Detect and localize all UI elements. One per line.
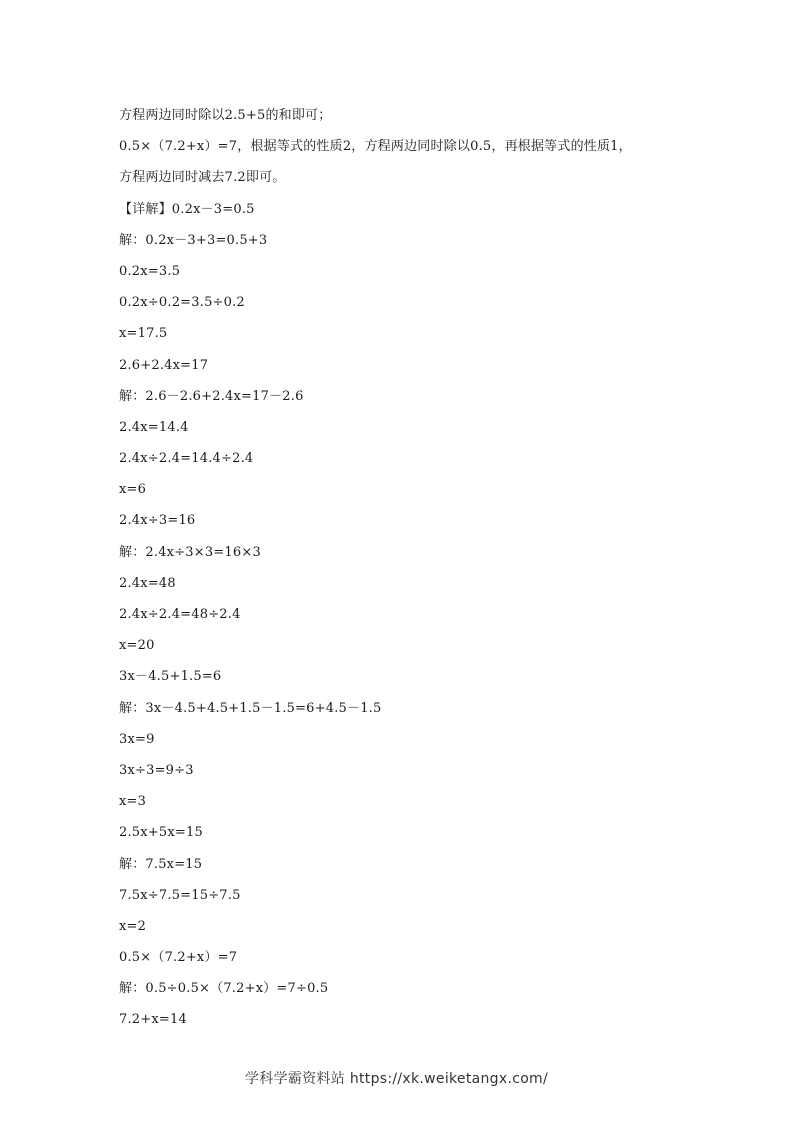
equation-line: 7.2+x=14 <box>119 1012 187 1028</box>
equation-line: 解：0.2x－3+3=0.5+3 <box>119 232 268 248</box>
equation-line: 2.4x÷3=16 <box>119 513 196 529</box>
equation-line: 2.4x÷2.4=48÷2.4 <box>119 607 241 622</box>
text-line: 0.5×（7.2+x）=7，根据等式的性质2，方程两边同时除以0.5，再根据等式的性质1， <box>119 139 632 155</box>
text-line: 方程两边同时减去7.2即可。 <box>119 170 286 186</box>
equation-line: 解：2.6－2.6+2.4x=17－2.6 <box>119 388 304 404</box>
equation-line: 2.6+2.4x=17 <box>119 357 209 373</box>
equation-line: x=17.5 <box>119 326 168 342</box>
equation-line: 解：0.5÷0.5×（7.2+x）=7÷0.5 <box>119 981 329 997</box>
equation-line: x=20 <box>119 638 155 654</box>
equation-line: 解：2.4x÷3×3=16×3 <box>119 544 261 560</box>
equation-line: 2.4x÷2.4=14.4÷2.4 <box>119 451 254 467</box>
equation-line: 2.4x=48 <box>119 575 176 591</box>
detail-heading-line: 【详解】0.2x－3=0.5 <box>119 201 255 217</box>
text-line: 方程两边同时除以2.5+5的和即可； <box>119 108 332 123</box>
equation-line: 解：3x－4.5+4.5+1.5－1.5=6+4.5－1.5 <box>119 700 382 716</box>
equation-line: 7.5x÷7.5=15÷7.5 <box>119 887 241 903</box>
equation-line: 3x－4.5+1.5=6 <box>119 669 222 685</box>
equation-line: x=6 <box>119 482 147 498</box>
equation-line: 0.2x÷0.2=3.5÷0.2 <box>119 295 245 311</box>
equation-line: 2.4x=14.4 <box>119 419 189 435</box>
equation-line: 3x=9 <box>119 731 155 747</box>
equation-line: x=2 <box>119 918 147 934</box>
solution-text <box>119 100 679 1036</box>
equation-line: x=3 <box>119 794 147 810</box>
equation-line: 2.5x+5x=15 <box>119 825 203 841</box>
equation-line: 3x÷3=9÷3 <box>119 762 194 778</box>
equation-line: 0.2x=3.5 <box>119 263 181 279</box>
page-footer-watermark: 学科学霸资料站 https://xk.weiketangx.com/ <box>244 1071 549 1087</box>
equation-line: 0.5×（7.2+x）=7 <box>119 950 238 966</box>
equation-line: 解：7.5x=15 <box>119 856 203 872</box>
